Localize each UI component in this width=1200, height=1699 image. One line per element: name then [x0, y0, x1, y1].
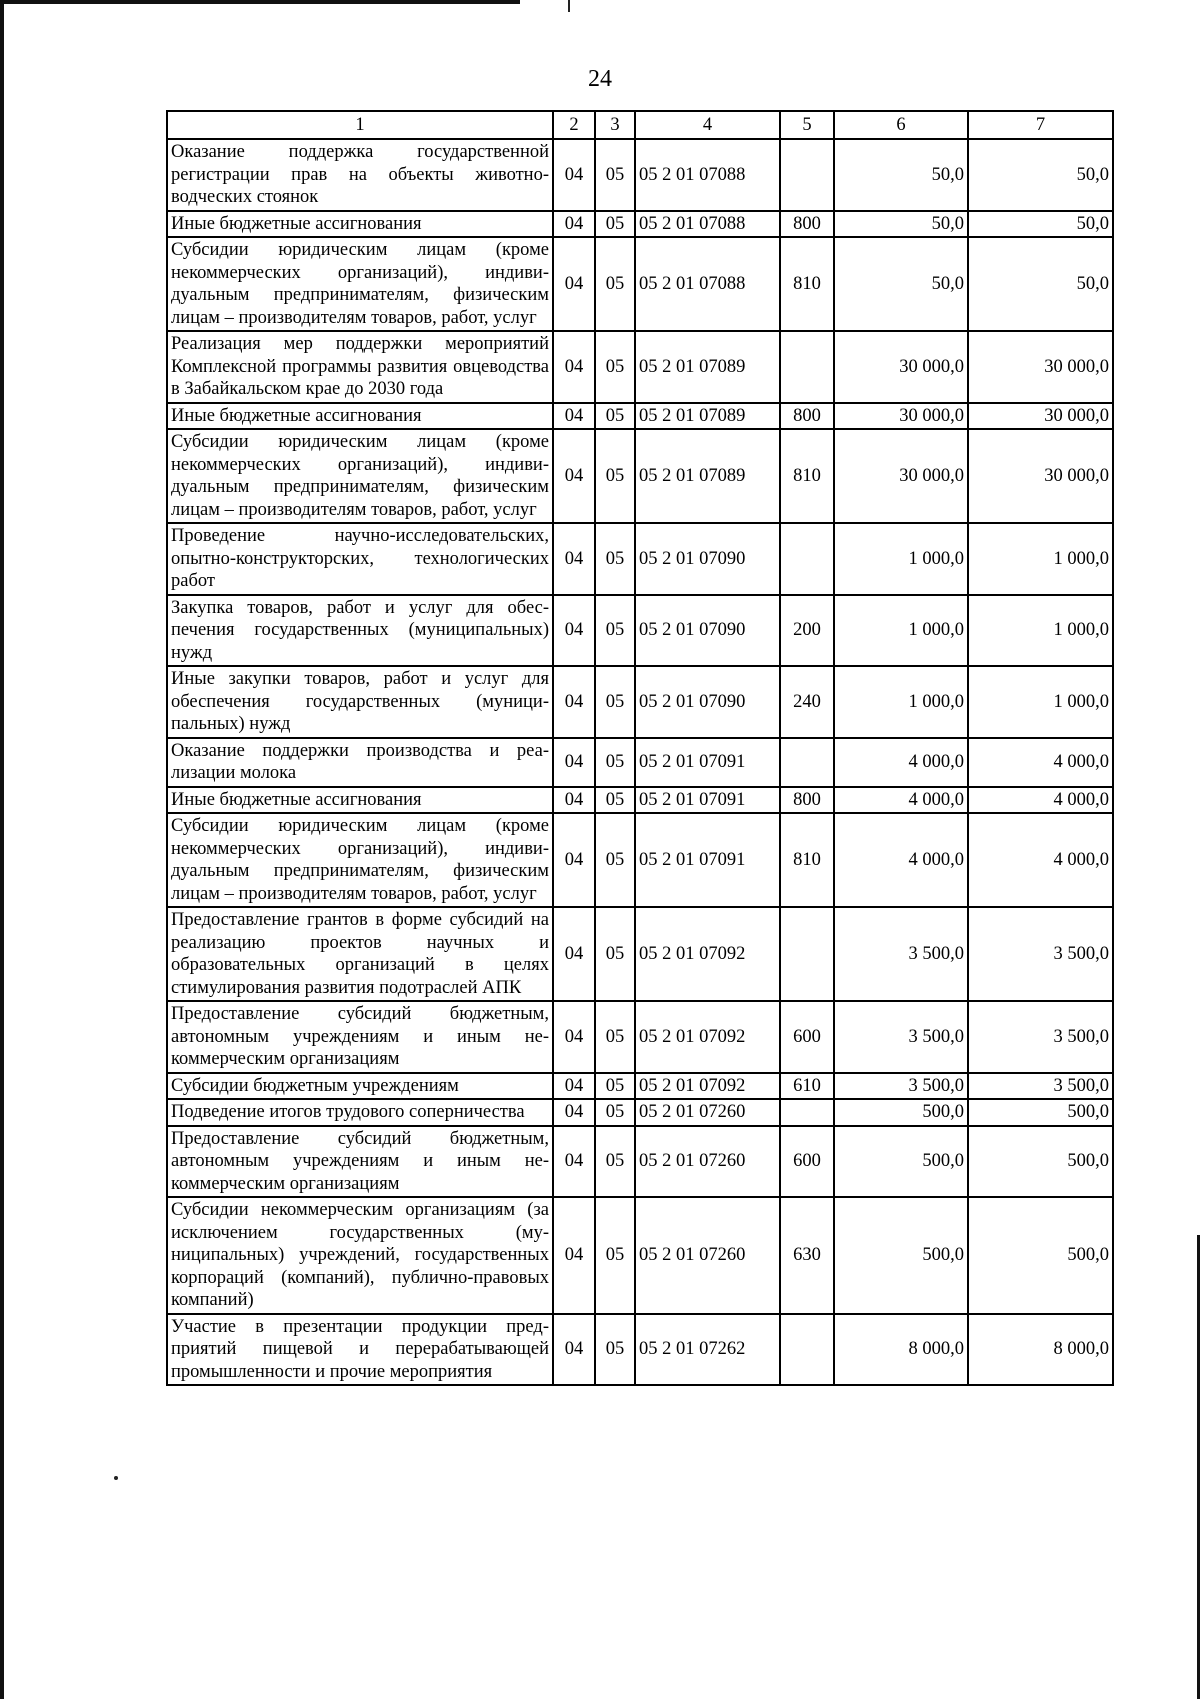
expense-type-cell: 800: [780, 787, 834, 814]
table-row: [167, 331, 1113, 403]
target-article-cell: 05 2 01 07089: [635, 331, 780, 403]
amount-col6-cell: 30 000,0: [834, 403, 968, 430]
row-name-cell: Подведение итогов трудового соперничества: [167, 1099, 553, 1126]
scan-speck: [568, 0, 570, 12]
row-name-cell: Закупка товаров, работ и услуг для обеспечения государственных (муниципальных) нужд: [167, 595, 553, 667]
amount-col7-cell: 8 000,0: [968, 1314, 1113, 1386]
expense-type-cell: 800: [780, 211, 834, 238]
amount-col7-cell: 500,0: [968, 1099, 1113, 1126]
row-name-cell: Иные закупки товаров, работ и услуг для обеспечения государственных (муниципальных) нужд: [167, 666, 553, 738]
section-code-cell: 04: [553, 429, 595, 523]
column-header: 4: [635, 111, 780, 139]
row-name-cell: Иные бюджетные ассигнования: [167, 211, 553, 238]
table-body: [167, 139, 1113, 1385]
amount-col6-cell: 50,0: [834, 237, 968, 331]
header-row: [167, 111, 1113, 139]
table-row: [167, 1099, 1113, 1126]
subsection-code-cell: 05: [595, 666, 635, 738]
subsection-code-cell: 05: [595, 907, 635, 1001]
scan-edge-left: [0, 0, 4, 1699]
expense-type-cell: [780, 1099, 834, 1126]
column-header: 6: [834, 111, 968, 139]
amount-col7-cell: 4 000,0: [968, 787, 1113, 814]
subsection-code-cell: 05: [595, 1001, 635, 1073]
row-name-cell: Субсидии юридическим лицам (кроме некоммерческих организаций), индивидуальным предпринимателям, физическим лицам – производителям товаров, работ, услуг: [167, 429, 553, 523]
expense-type-cell: 810: [780, 429, 834, 523]
row-name-cell: Предоставление грантов в форме субсидий на реализацию проектов научных и образовательных организаций в целях стимулирования развития подотраслей АПК: [167, 907, 553, 1001]
expense-type-cell: 810: [780, 237, 834, 331]
target-article-cell: 05 2 01 07092: [635, 907, 780, 1001]
page-number: 24: [588, 66, 612, 92]
section-code-cell: 04: [553, 1197, 595, 1314]
subsection-code-cell: 05: [595, 403, 635, 430]
table-row: [167, 429, 1113, 523]
section-code-cell: 04: [553, 907, 595, 1001]
row-name-cell: Реализация мер поддержки мероприятий Комплексной программы развития овцеводства в Забайкальском крае до 2030 года: [167, 331, 553, 403]
row-name-cell: Иные бюджетные ассигнования: [167, 787, 553, 814]
target-article-cell: 05 2 01 07260: [635, 1126, 780, 1198]
section-code-cell: 04: [553, 211, 595, 238]
row-name-cell: Иные бюджетные ассигнования: [167, 403, 553, 430]
subsection-code-cell: 05: [595, 738, 635, 787]
expense-type-cell: 600: [780, 1126, 834, 1198]
table-row: [167, 595, 1113, 667]
amount-col6-cell: 8 000,0: [834, 1314, 968, 1386]
amount-col7-cell: 30 000,0: [968, 429, 1113, 523]
target-article-cell: 05 2 01 07091: [635, 787, 780, 814]
target-article-cell: 05 2 01 07090: [635, 595, 780, 667]
amount-col6-cell: 4 000,0: [834, 787, 968, 814]
expense-type-cell: [780, 1314, 834, 1386]
table-row: [167, 1126, 1113, 1198]
section-code-cell: 04: [553, 331, 595, 403]
amount-col6-cell: 3 500,0: [834, 907, 968, 1001]
subsection-code-cell: 05: [595, 331, 635, 403]
table-row: [167, 813, 1113, 907]
table-row: [167, 1197, 1113, 1314]
row-name-cell: Проведение научно-исследовательских, опытно-конструкторских, технологических работ: [167, 523, 553, 595]
section-code-cell: 04: [553, 1126, 595, 1198]
amount-col7-cell: 500,0: [968, 1126, 1113, 1198]
expense-type-cell: 600: [780, 1001, 834, 1073]
amount-col7-cell: 4 000,0: [968, 738, 1113, 787]
row-name-cell: Субсидии юридическим лицам (кроме некоммерческих организаций), индивидуальным предпринимателям, физическим лицам – производителям товаров, работ, услуг: [167, 237, 553, 331]
table-row: [167, 738, 1113, 787]
target-article-cell: 05 2 01 07262: [635, 1314, 780, 1386]
column-header: 1: [167, 111, 553, 139]
expense-type-cell: 240: [780, 666, 834, 738]
expense-type-cell: [780, 331, 834, 403]
expense-type-cell: [780, 139, 834, 211]
amount-col6-cell: 3 500,0: [834, 1073, 968, 1100]
subsection-code-cell: 05: [595, 429, 635, 523]
section-code-cell: 04: [553, 1001, 595, 1073]
row-name-cell: Предоставление субсидий бюджетным, автономным учреждениям и иным некоммерческим организациям: [167, 1001, 553, 1073]
amount-col6-cell: 500,0: [834, 1126, 968, 1198]
subsection-code-cell: 05: [595, 139, 635, 211]
section-code-cell: 04: [553, 666, 595, 738]
row-name-cell: Оказание поддержка государственной регистрации прав на объекты животноводческих стоянок: [167, 139, 553, 211]
expense-type-cell: [780, 523, 834, 595]
target-article-cell: 05 2 01 07089: [635, 403, 780, 430]
amount-col6-cell: 500,0: [834, 1099, 968, 1126]
amount-col7-cell: 30 000,0: [968, 403, 1113, 430]
expense-type-cell: 630: [780, 1197, 834, 1314]
amount-col7-cell: 500,0: [968, 1197, 1113, 1314]
table-row: [167, 1073, 1113, 1100]
table-header: [167, 111, 1113, 139]
target-article-cell: 05 2 01 07090: [635, 523, 780, 595]
column-header: 3: [595, 111, 635, 139]
amount-col7-cell: 4 000,0: [968, 813, 1113, 907]
section-code-cell: 04: [553, 595, 595, 667]
table-row: [167, 787, 1113, 814]
section-code-cell: 04: [553, 1073, 595, 1100]
row-name-cell: Субсидии некоммерческим организациям (за исключением государственных (муниципальных) учреждений, государственных корпораций (компаний), публично-правовых компаний): [167, 1197, 553, 1314]
amount-col7-cell: 30 000,0: [968, 331, 1113, 403]
table-row: [167, 237, 1113, 331]
target-article-cell: 05 2 01 07260: [635, 1099, 780, 1126]
amount-col7-cell: 1 000,0: [968, 666, 1113, 738]
target-article-cell: 05 2 01 07089: [635, 429, 780, 523]
section-code-cell: 04: [553, 523, 595, 595]
scan-speck: [114, 1476, 118, 1480]
amount-col6-cell: 30 000,0: [834, 429, 968, 523]
target-article-cell: 05 2 01 07091: [635, 813, 780, 907]
amount-col6-cell: 50,0: [834, 211, 968, 238]
amount-col6-cell: 1 000,0: [834, 595, 968, 667]
subsection-code-cell: 05: [595, 237, 635, 331]
amount-col6-cell: 1 000,0: [834, 666, 968, 738]
section-code-cell: 04: [553, 1314, 595, 1386]
row-name-cell: Оказание поддержки производства и реализации молока: [167, 738, 553, 787]
amount-col7-cell: 50,0: [968, 237, 1113, 331]
amount-col6-cell: 4 000,0: [834, 738, 968, 787]
target-article-cell: 05 2 01 07090: [635, 666, 780, 738]
table-row: [167, 139, 1113, 211]
table-row: [167, 1001, 1113, 1073]
column-header: 7: [968, 111, 1113, 139]
subsection-code-cell: 05: [595, 1314, 635, 1386]
table-row: [167, 211, 1113, 238]
subsection-code-cell: 05: [595, 523, 635, 595]
expense-type-cell: 800: [780, 403, 834, 430]
subsection-code-cell: 05: [595, 1099, 635, 1126]
amount-col6-cell: 50,0: [834, 139, 968, 211]
section-code-cell: 04: [553, 738, 595, 787]
subsection-code-cell: 05: [595, 787, 635, 814]
column-header: 2: [553, 111, 595, 139]
amount-col6-cell: 3 500,0: [834, 1001, 968, 1073]
table-row: [167, 523, 1113, 595]
amount-col6-cell: 4 000,0: [834, 813, 968, 907]
row-name-cell: Предоставление субсидий бюджетным, автономным учреждениям и иным некоммерческим организациям: [167, 1126, 553, 1198]
subsection-code-cell: 05: [595, 1073, 635, 1100]
table-row: [167, 666, 1113, 738]
section-code-cell: 04: [553, 787, 595, 814]
row-name-cell: Участие в презентации продукции предприятий пищевой и перерабатывающей промышленности и прочие мероприятия: [167, 1314, 553, 1386]
subsection-code-cell: 05: [595, 1126, 635, 1198]
row-name-cell: Субсидии юридическим лицам (кроме некоммерческих организаций), индивидуальным предпринимателям, физическим лицам – производителям товаров, работ, услуг: [167, 813, 553, 907]
amount-col7-cell: 3 500,0: [968, 907, 1113, 1001]
column-header: 5: [780, 111, 834, 139]
subsection-code-cell: 05: [595, 595, 635, 667]
amount-col6-cell: 500,0: [834, 1197, 968, 1314]
amount-col7-cell: 3 500,0: [968, 1001, 1113, 1073]
section-code-cell: 04: [553, 813, 595, 907]
section-code-cell: 04: [553, 139, 595, 211]
table-row: [167, 403, 1113, 430]
target-article-cell: 05 2 01 07092: [635, 1073, 780, 1100]
amount-col6-cell: 1 000,0: [834, 523, 968, 595]
expense-type-cell: 200: [780, 595, 834, 667]
expense-type-cell: 810: [780, 813, 834, 907]
scan-edge-top: [440, 0, 520, 2]
expense-type-cell: 610: [780, 1073, 834, 1100]
target-article-cell: 05 2 01 07092: [635, 1001, 780, 1073]
amount-col7-cell: 1 000,0: [968, 523, 1113, 595]
amount-col7-cell: 1 000,0: [968, 595, 1113, 667]
amount-col6-cell: 30 000,0: [834, 331, 968, 403]
subsection-code-cell: 05: [595, 1197, 635, 1314]
target-article-cell: 05 2 01 07091: [635, 738, 780, 787]
amount-col7-cell: 50,0: [968, 211, 1113, 238]
section-code-cell: 04: [553, 403, 595, 430]
target-article-cell: 05 2 01 07088: [635, 237, 780, 331]
target-article-cell: 05 2 01 07088: [635, 211, 780, 238]
subsection-code-cell: 05: [595, 211, 635, 238]
section-code-cell: 04: [553, 237, 595, 331]
table-row: [167, 1314, 1113, 1386]
amount-col7-cell: 50,0: [968, 139, 1113, 211]
budget-table: [166, 110, 1114, 1386]
table-row: [167, 907, 1113, 1001]
target-article-cell: 05 2 01 07088: [635, 139, 780, 211]
section-code-cell: 04: [553, 1099, 595, 1126]
target-article-cell: 05 2 01 07260: [635, 1197, 780, 1314]
expense-type-cell: [780, 907, 834, 1001]
row-name-cell: Субсидии бюджетным учреждениям: [167, 1073, 553, 1100]
subsection-code-cell: 05: [595, 813, 635, 907]
amount-col7-cell: 3 500,0: [968, 1073, 1113, 1100]
expense-type-cell: [780, 738, 834, 787]
